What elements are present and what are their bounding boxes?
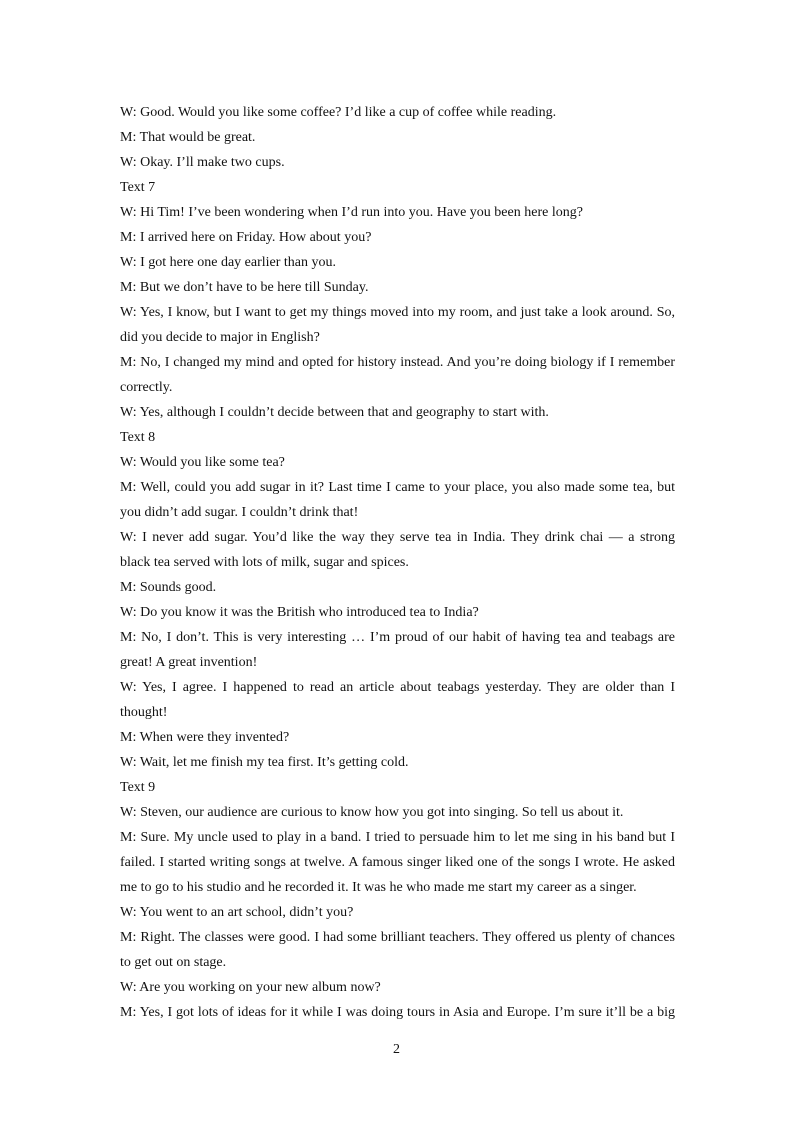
transcript-line: W: Would you like some tea? [120, 455, 285, 470]
transcript-line: thought! [120, 705, 168, 720]
transcript-line: failed. I started writing songs at twelve. A famous singer liked one of the songs I wrote. He asked [120, 855, 675, 870]
transcript-line: M: No, I changed my mind and opted for history instead. And you’re doing biology if I remember [120, 355, 675, 370]
transcript-line: M: I arrived here on Friday. How about you? [120, 230, 372, 245]
section-heading: Text 9 [120, 780, 156, 795]
transcript-line: M: That would be great. [120, 130, 256, 145]
transcript-body [120, 100, 675, 1025]
section-heading: Text 8 [120, 430, 156, 445]
transcript-line: M: Sounds good. [120, 580, 217, 595]
transcript-line: W: Yes, although I couldn’t decide between that and geography to start with. [120, 405, 549, 420]
transcript-line: W: I got here one day earlier than you. [120, 255, 337, 270]
transcript-line: W: Wait, let me finish my tea first. It’s getting cold. [120, 755, 409, 770]
transcript-line: great! A great invention! [120, 655, 258, 670]
transcript-line: M: Sure. My uncle used to play in a band. I tried to persuade him to let me sing in his band but I [120, 830, 675, 845]
transcript-line: did you decide to major in English? [120, 330, 320, 345]
transcript-line: W: Do you know it was the British who introduced tea to India? [120, 605, 479, 620]
transcript-line: M: Well, could you add sugar in it? Last time I came to your place, you also made some tea, but [120, 480, 675, 495]
transcript-line: M: Yes, I got lots of ideas for it while I was doing tours in Asia and Europe. I’m sure it’ll be a big [120, 1005, 675, 1020]
transcript-line: M: But we don’t have to be here till Sunday. [120, 280, 369, 295]
transcript-line: W: Steven, our audience are curious to know how you got into singing. So tell us about it. [120, 805, 624, 820]
transcript-line: M: When were they invented? [120, 730, 290, 745]
transcript-line: W: Yes, I know, but I want to get my things moved into my room, and just take a look around. So, [120, 305, 675, 320]
transcript-line: M: No, I don’t. This is very interesting … I’m proud of our habit of having tea and teabags are [120, 630, 675, 645]
transcript-line: correctly. [120, 380, 173, 395]
transcript-line: to get out on stage. [120, 955, 227, 970]
transcript-line: W: You went to an art school, didn’t you? [120, 905, 354, 920]
page-number: 2 [393, 1042, 400, 1057]
transcript-line: W: Okay. I’ll make two cups. [120, 155, 285, 170]
transcript-line: W: Hi Tim! I’ve been wondering when I’d run into you. Have you been here long? [120, 205, 583, 220]
transcript-line: you didn’t add sugar. I couldn’t drink that! [120, 505, 359, 520]
transcript-line: W: Yes, I agree. I happened to read an article about teabags yesterday. They are older than I [120, 680, 675, 695]
transcript-line: me to go to his studio and he recorded it. It was he who made me start my career as a singer. [120, 880, 637, 895]
transcript-line: W: I never add sugar. You’d like the way they serve tea in India. They drink chai — a strong [120, 530, 675, 545]
transcript-line: black tea served with lots of milk, sugar and spices. [120, 555, 409, 570]
transcript-line: M: Right. The classes were good. I had some brilliant teachers. They offered us plenty of chances [120, 930, 675, 945]
transcript-line: W: Are you working on your new album now? [120, 980, 381, 995]
section-heading: Text 7 [120, 180, 156, 195]
transcript-line: W: Good. Would you like some coffee? I’d like a cup of coffee while reading. [120, 105, 557, 120]
